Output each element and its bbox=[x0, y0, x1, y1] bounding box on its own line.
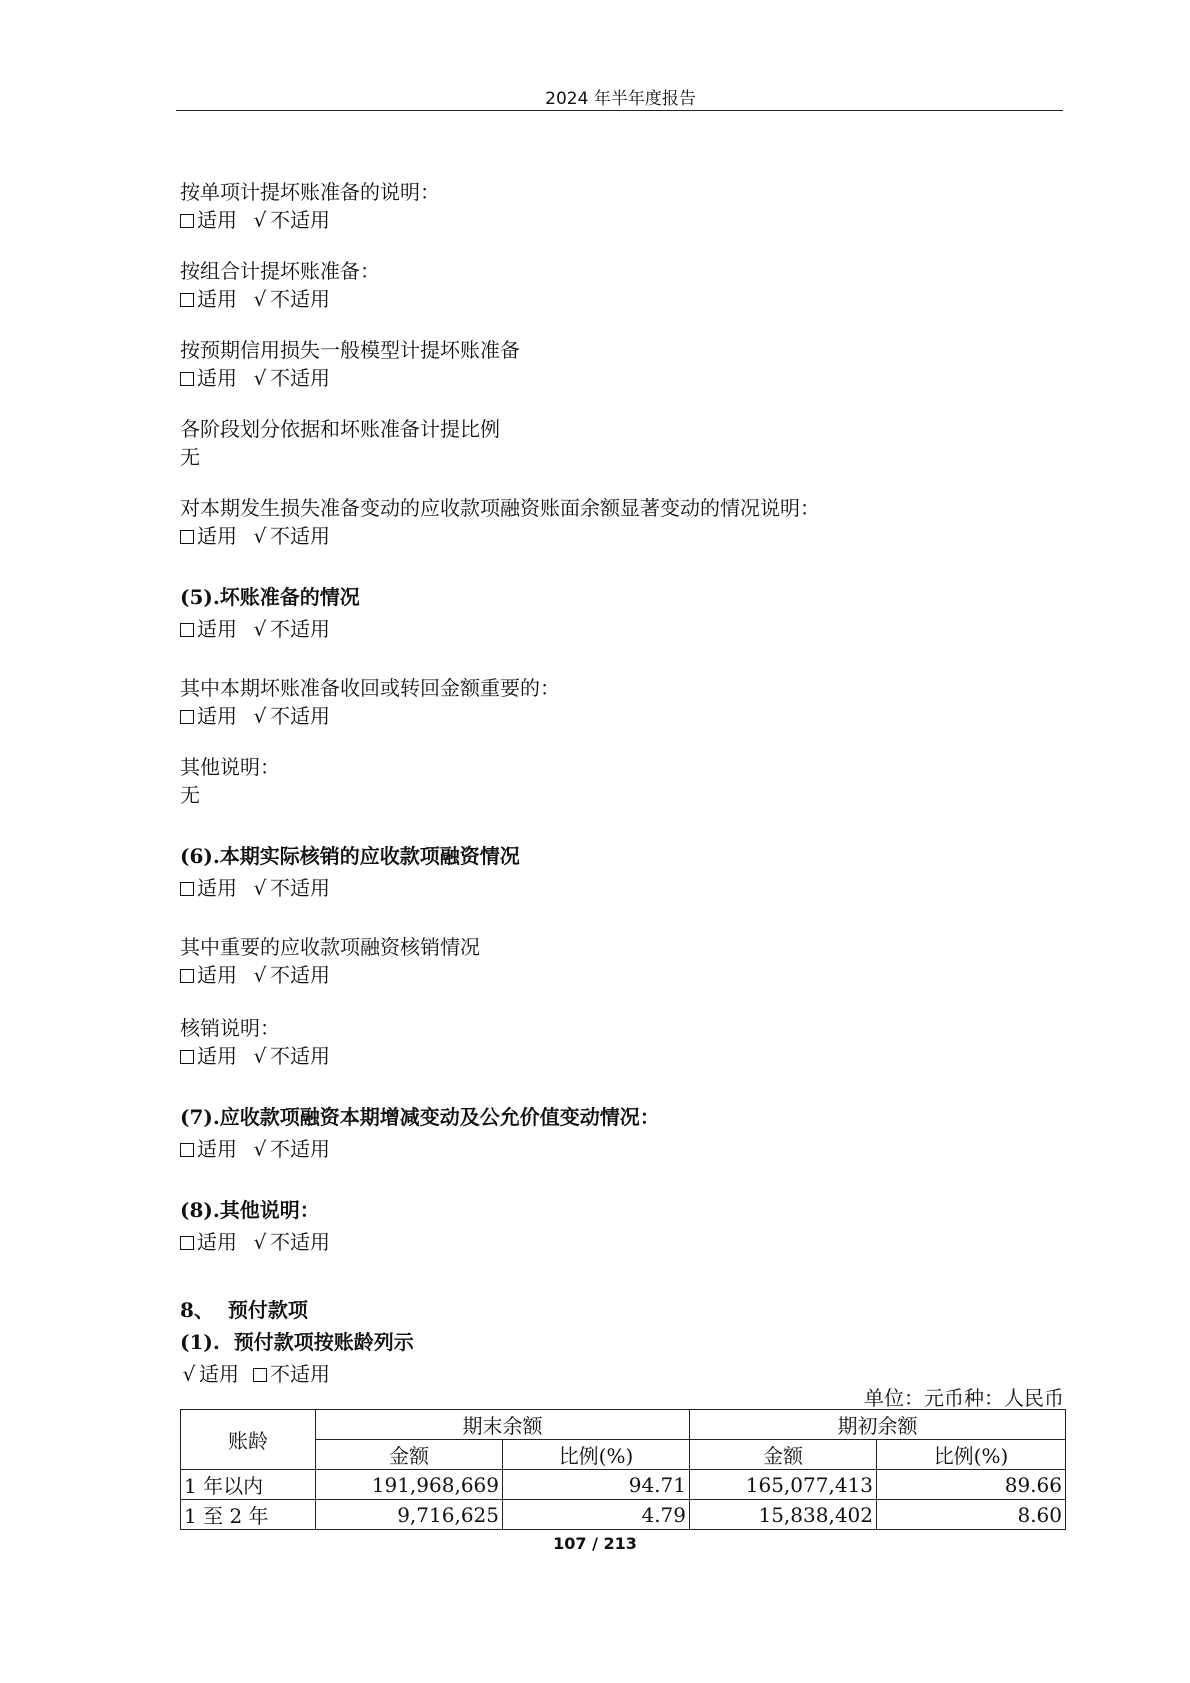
header-ratio: 比例(%) bbox=[503, 1440, 690, 1470]
option-not-applicable[interactable]: 不适用 bbox=[253, 1360, 330, 1388]
section-heading: (6).本期实际核销的应收款项融资情况 bbox=[180, 844, 520, 868]
section-label: 按组合计提坏账准备： bbox=[180, 259, 380, 283]
cell-begin-amount: 15,838,402 bbox=[690, 1500, 877, 1530]
cell-end-ratio: 94.71 bbox=[503, 1470, 690, 1500]
checkbox-unchecked-icon bbox=[180, 530, 194, 544]
applicability-options bbox=[180, 1135, 660, 1163]
section-heading: (8).其他说明： bbox=[180, 1198, 320, 1222]
applicability-options bbox=[180, 1228, 344, 1256]
check-mark-icon: √ bbox=[182, 1362, 196, 1386]
section-expected-credit-loss-model bbox=[180, 336, 520, 392]
section-single-item-provision bbox=[180, 178, 440, 234]
check-mark-icon: √ bbox=[253, 1044, 267, 1068]
check-mark-icon: √ bbox=[253, 287, 267, 311]
header-aging: 账龄 bbox=[181, 1410, 316, 1470]
check-mark-icon: √ bbox=[253, 366, 267, 390]
section-bad-debt-provision bbox=[180, 583, 360, 643]
check-mark-icon: √ bbox=[253, 963, 267, 987]
section-write-off-notes bbox=[180, 1014, 344, 1070]
option-applicable[interactable]: 适用 bbox=[180, 615, 237, 643]
option-not-applicable[interactable]: √ 不适用 bbox=[251, 702, 330, 730]
applicability-options bbox=[180, 206, 440, 234]
applicability-options bbox=[180, 702, 560, 730]
checkbox-unchecked-icon bbox=[180, 710, 194, 724]
section-write-off bbox=[180, 842, 520, 902]
section-text: 无 bbox=[180, 783, 200, 807]
checkbox-unchecked-icon bbox=[180, 372, 194, 386]
check-mark-icon: √ bbox=[253, 617, 267, 641]
option-applicable[interactable]: 适用 bbox=[180, 1228, 237, 1256]
section-label: 其中本期坏账准备收回或转回金额重要的： bbox=[180, 676, 560, 700]
header-amount: 金额 bbox=[690, 1440, 877, 1470]
cell-aging: 1 至 2 年 bbox=[181, 1500, 316, 1530]
page-number: 107 / 213 bbox=[553, 1534, 637, 1553]
check-mark-icon: √ bbox=[253, 1137, 267, 1161]
checkbox-unchecked-icon bbox=[180, 882, 194, 896]
applicability-options bbox=[180, 874, 520, 902]
option-applicable[interactable]: 适用 bbox=[180, 1135, 237, 1163]
option-applicable[interactable]: 适用 bbox=[180, 1042, 237, 1070]
section-label: 对本期发生损失准备变动的应收款项融资账面余额显著变动的情况说明： bbox=[180, 496, 820, 520]
section-recovered-provision bbox=[180, 674, 560, 730]
section-other-explanation bbox=[180, 1196, 344, 1256]
section-text: 无 bbox=[180, 445, 200, 469]
check-mark-icon: √ bbox=[253, 1230, 267, 1254]
section-stage-criteria bbox=[180, 415, 500, 471]
option-not-applicable[interactable]: √ 不适用 bbox=[251, 1135, 330, 1163]
table-header-row bbox=[181, 1410, 1066, 1440]
checkbox-unchecked-icon bbox=[180, 1050, 194, 1064]
cell-begin-ratio: 89.66 bbox=[877, 1470, 1066, 1500]
table-row bbox=[181, 1500, 1066, 1530]
section-label: 核销说明： bbox=[180, 1016, 280, 1040]
checkbox-unchecked-icon bbox=[180, 969, 194, 983]
checkbox-unchecked-icon bbox=[180, 1236, 194, 1250]
option-applicable[interactable]: 适用 bbox=[180, 285, 237, 313]
applicability-options bbox=[180, 961, 480, 989]
prepayments-heading: 8、 预付款项 bbox=[180, 1298, 308, 1322]
section-significant-balance-change bbox=[180, 494, 820, 550]
applicability-options bbox=[180, 285, 380, 313]
prepayments-section bbox=[180, 1296, 414, 1388]
option-not-applicable[interactable]: √ 不适用 bbox=[251, 285, 330, 313]
section-important-write-off bbox=[180, 933, 480, 989]
section-label: 按预期信用损失一般模型计提坏账准备 bbox=[180, 338, 520, 362]
cell-end-amount: 9,716,625 bbox=[316, 1500, 503, 1530]
checkbox-unchecked-icon bbox=[180, 623, 194, 637]
option-applicable[interactable]: 适用 bbox=[180, 364, 237, 392]
option-not-applicable[interactable]: √ 不适用 bbox=[251, 1042, 330, 1070]
option-not-applicable[interactable]: √ 不适用 bbox=[251, 206, 330, 234]
cell-end-amount: 191,968,669 bbox=[316, 1470, 503, 1500]
option-applicable[interactable]: 适用 bbox=[180, 206, 237, 234]
option-applicable[interactable]: 适用 bbox=[180, 522, 237, 550]
option-applicable[interactable]: 适用 bbox=[180, 702, 237, 730]
checkbox-unchecked-icon bbox=[180, 1143, 194, 1157]
report-header-title: 2024 年半年度报告 bbox=[545, 89, 696, 109]
checkbox-unchecked-icon bbox=[253, 1368, 267, 1382]
option-not-applicable[interactable]: √ 不适用 bbox=[251, 364, 330, 392]
option-not-applicable[interactable]: √ 不适用 bbox=[251, 522, 330, 550]
header-amount: 金额 bbox=[316, 1440, 503, 1470]
header-ending-balance: 期末余额 bbox=[316, 1410, 690, 1440]
option-not-applicable[interactable]: √ 不适用 bbox=[251, 874, 330, 902]
header-ratio: 比例(%) bbox=[877, 1440, 1066, 1470]
section-label: 各阶段划分依据和坏账准备计提比例 bbox=[180, 417, 500, 441]
applicability-options bbox=[180, 1360, 414, 1388]
section-heading: (7).应收款项融资本期增减变动及公允价值变动情况： bbox=[180, 1105, 660, 1129]
unit-currency-note: 单位：元币种：人民币 bbox=[864, 1386, 1064, 1410]
applicability-options bbox=[180, 1042, 344, 1070]
check-mark-icon: √ bbox=[253, 524, 267, 548]
applicability-options bbox=[180, 364, 520, 392]
prepayments-aging-table bbox=[180, 1409, 1066, 1530]
check-mark-icon: √ bbox=[253, 208, 267, 232]
option-not-applicable[interactable]: √ 不适用 bbox=[251, 615, 330, 643]
checkbox-unchecked-icon bbox=[180, 293, 194, 307]
header-divider bbox=[176, 110, 1063, 111]
section-heading: (5).坏账准备的情况 bbox=[180, 585, 360, 609]
section-fair-value-change bbox=[180, 1103, 660, 1163]
section-portfolio-provision bbox=[180, 257, 380, 313]
section-label: 按单项计提坏账准备的说明： bbox=[180, 180, 440, 204]
header-opening-balance: 期初余额 bbox=[690, 1410, 1066, 1440]
table-row bbox=[181, 1470, 1066, 1500]
option-applicable[interactable]: 适用 bbox=[180, 961, 237, 989]
checkbox-unchecked-icon bbox=[180, 214, 194, 228]
option-not-applicable[interactable]: √ 不适用 bbox=[251, 1228, 330, 1256]
cell-begin-ratio: 8.60 bbox=[877, 1500, 1066, 1530]
applicability-options bbox=[180, 522, 820, 550]
option-not-applicable[interactable]: √ 不适用 bbox=[251, 961, 330, 989]
applicability-options bbox=[180, 615, 360, 643]
cell-end-ratio: 4.79 bbox=[503, 1500, 690, 1530]
cell-begin-amount: 165,077,413 bbox=[690, 1470, 877, 1500]
option-applicable[interactable]: 适用 bbox=[180, 874, 237, 902]
section-other-notes bbox=[180, 753, 280, 809]
cell-aging: 1 年以内 bbox=[181, 1470, 316, 1500]
section-label: 其他说明： bbox=[180, 755, 280, 779]
prepayments-subheading: (1). 预付款项按账龄列示 bbox=[180, 1330, 414, 1354]
check-mark-icon: √ bbox=[253, 704, 267, 728]
option-applicable[interactable]: √ 适用 bbox=[180, 1360, 239, 1388]
section-label: 其中重要的应收款项融资核销情况 bbox=[180, 935, 480, 959]
check-mark-icon: √ bbox=[253, 876, 267, 900]
